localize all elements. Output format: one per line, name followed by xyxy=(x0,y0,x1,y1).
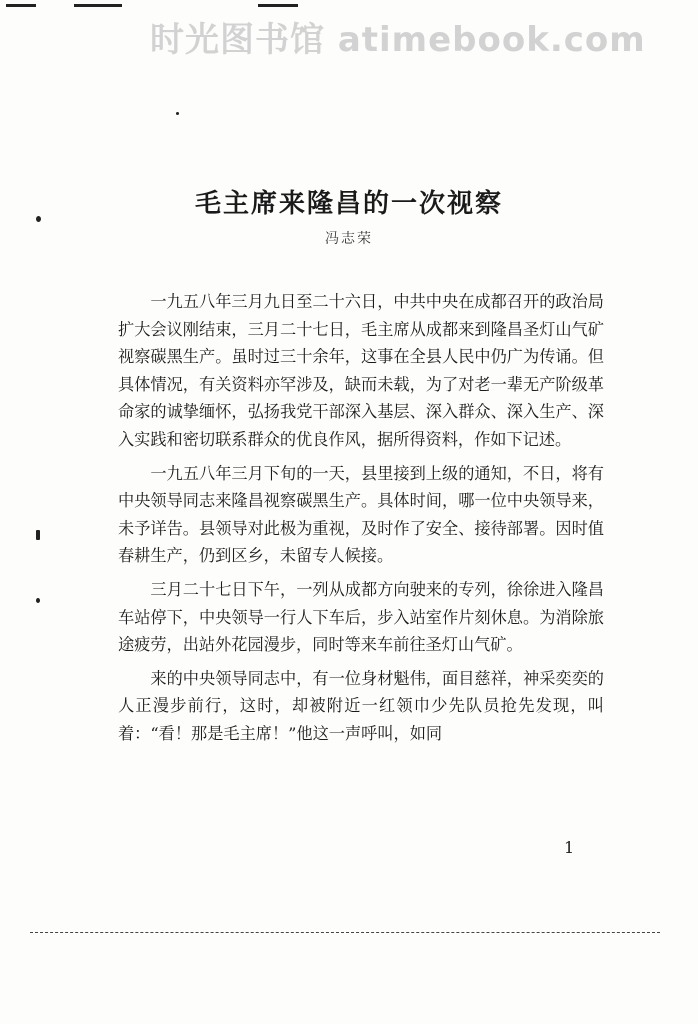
scan-mark xyxy=(258,4,298,7)
paragraph: 一九五八年三月九日至二十六日，中共中央在成都召开的政治局扩大会议刚结束，三月二十七日，毛主席从成都来到隆昌圣灯山气矿视察碳黑生产。虽时过三十余年，这事在全县人民中仍广为传诵。但具体情况，有关资料亦罕涉及，缺而未载，为了对老一辈无产阶级革命家的诚挚缅怀，弘扬我党干部深入基层、深入群众、深入生产、深入实践和密切联系群众的优良作风，据所得资料，作如下记述。 xyxy=(118,292,604,449)
bottom-rule xyxy=(30,932,660,933)
page-number: 1 xyxy=(564,838,575,857)
article-body xyxy=(118,288,604,754)
scan-mark xyxy=(6,4,36,7)
watermark: 时光图书馆 atimebook.com xyxy=(150,20,646,60)
paragraph: 来的中央领导同志中，有一位身材魁伟，面目慈祥，神采奕奕的人正漫步前行，这时，却被附近一红领巾少先队员抢先发现，叫着：“看！那是毛主席！”他这一声呼叫，如同 xyxy=(118,668,604,743)
paragraph: 一九五八年三月下旬的一天，县里接到上级的通知，不日，将有中央领导同志来隆昌视察碳黑生产。具体时间，哪一位中央领导来，未予详告。县领导对此极为重视，及时作了安全、接待部署。因时值春耕生产，仍到区乡，未留专人候接。 xyxy=(118,463,604,566)
article-author: 冯志荣 xyxy=(325,231,373,247)
paragraph: 三月二十七日下午，一列从成都方向驶来的专列，徐徐进入隆昌车站停下，中央领导一行人下车后，步入站室作片刻休息。为消除旅途疲劳，出站外花园漫步，同时等来车前往圣灯山气矿。 xyxy=(118,579,604,655)
article-title: 毛主席来隆昌的一次视察 xyxy=(194,189,503,220)
scan-speck xyxy=(176,112,179,115)
scan-speck xyxy=(36,530,40,540)
scan-speck xyxy=(36,598,40,603)
scan-mark xyxy=(74,4,122,7)
